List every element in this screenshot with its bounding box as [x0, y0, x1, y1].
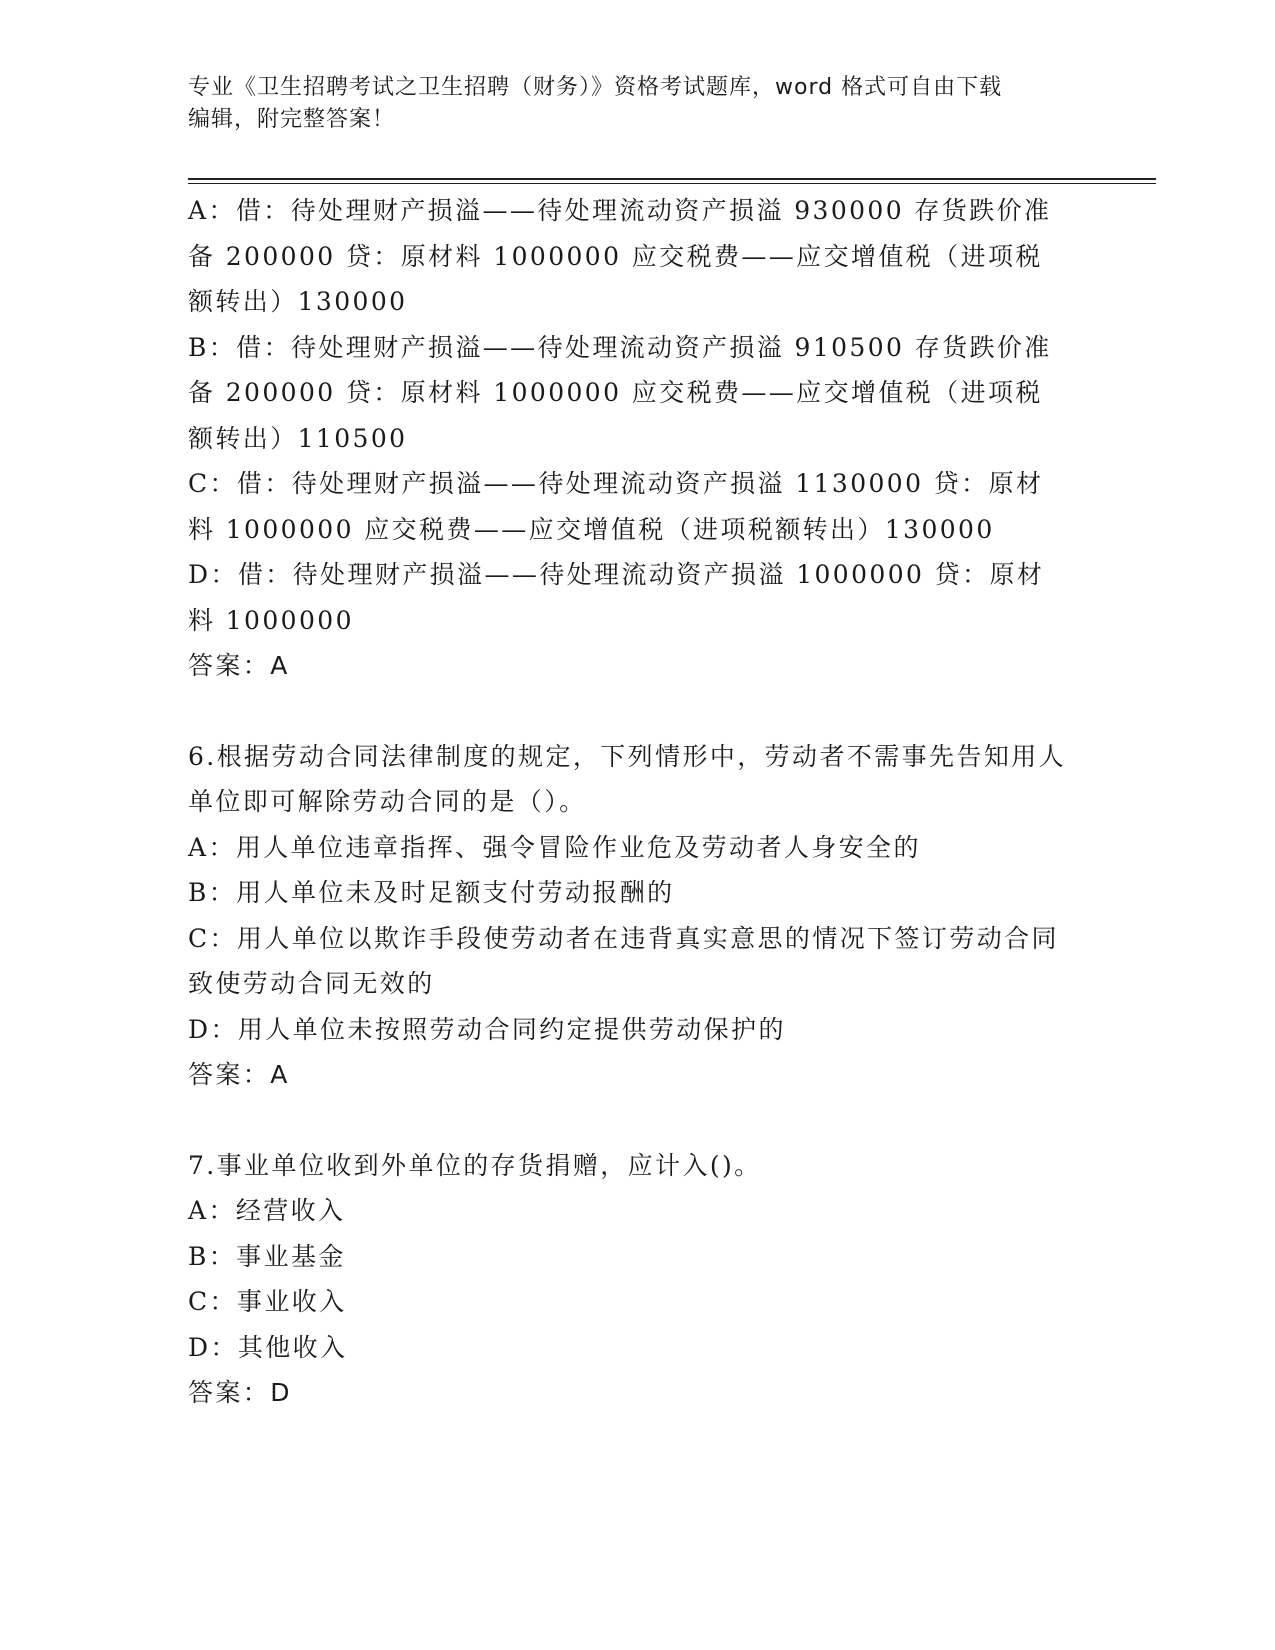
q6-answer: 答案：A	[188, 1060, 290, 1089]
q5-option-d: D：借：待处理财产损溢——待处理流动资产损溢 1000000 贷：原材料 1000000	[188, 560, 1045, 635]
q5-option-c: C：借：待处理财产损溢——待处理流动资产损溢 1130000 贷：原材料 1000000 应交税费——应交增值税（进项税额转出）130000	[188, 469, 1044, 544]
header-divider-thin	[188, 183, 1156, 184]
question-6	[188, 734, 1068, 1098]
q6-option-b: B：用人单位未及时足额支付劳动报酬的	[188, 878, 675, 907]
document-header	[188, 72, 1068, 136]
q5-answer: 答案：A	[188, 651, 290, 680]
question-5	[188, 188, 1068, 689]
spacer	[188, 689, 1068, 734]
q6-option-d: D：用人单位未按照劳动合同约定提供劳动保护的	[188, 1014, 786, 1044]
question-7	[188, 1143, 1068, 1416]
spacer	[188, 1098, 1068, 1143]
q6-question: 6.根据劳动合同法律制度的规定，下列情形中，劳动者不需事先告知用人单位即可解除劳动合同的是（）。	[188, 741, 1067, 816]
q6-option-c: C：用人单位以欺诈手段使劳动者在违背真实意思的情况下签订劳动合同致使劳动合同无效的	[188, 923, 1059, 998]
q6-option-a: A：用人单位违章指挥、强令冒险作业危及劳动者人身安全的	[188, 832, 921, 862]
question-content	[188, 188, 1068, 1416]
q7-option-a: A：经营收入	[188, 1196, 346, 1225]
q7-option-b: B：事业基金	[188, 1241, 346, 1271]
q7-answer: 答案：D	[188, 1378, 292, 1407]
q5-option-a: A：借：待处理财产损溢——待处理流动资产损溢 930000 存货跌价准备 200000 贷：原材料 1000000 应交税费——应交增值税（进项税额转出）130000	[188, 196, 1052, 316]
header-divider-thick	[188, 178, 1156, 180]
header-line-1: 专业《卫生招聘考试之卫生招聘（财务）》资格考试题库，word 格式可自由下载	[188, 75, 1003, 100]
header-line-2: 编辑，附完整答案！	[188, 107, 396, 132]
q7-option-c: C：事业收入	[188, 1287, 347, 1316]
q7-option-d: D：其他收入	[188, 1332, 348, 1362]
q7-question: 7.事业单位收到外单位的存货捐赠，应计入()。	[188, 1150, 762, 1180]
q5-option-b: B：借：待处理财产损溢——待处理流动资产损溢 910500 存货跌价准备 200000 贷：原材料 1000000 应交税费——应交增值税（进项税额转出）110500	[188, 332, 1052, 453]
